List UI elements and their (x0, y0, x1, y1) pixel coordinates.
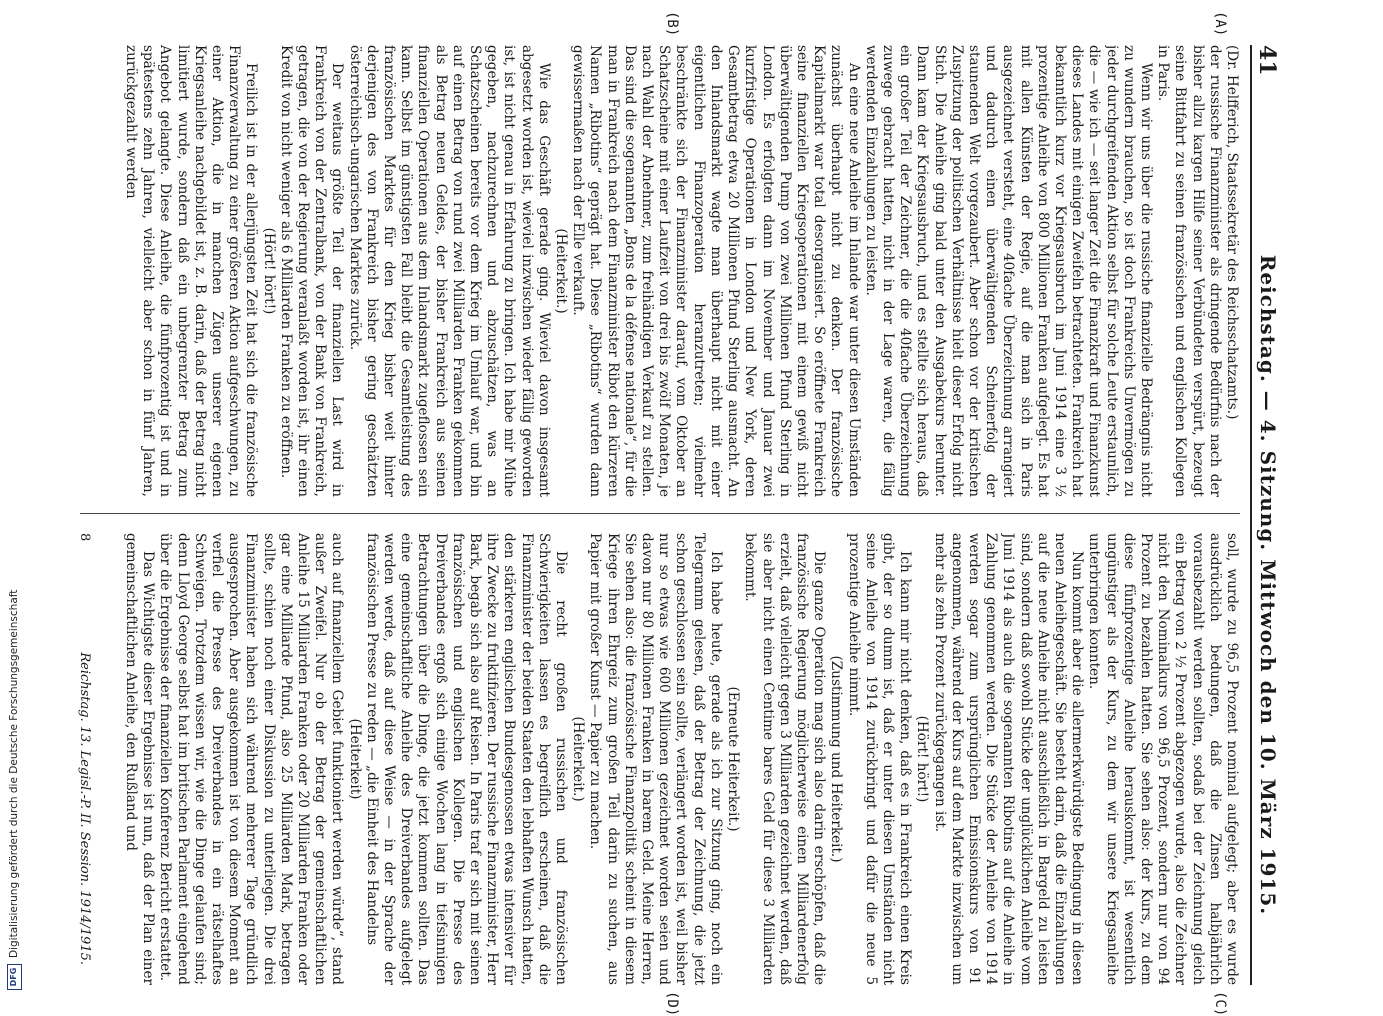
paragraph: Wie das Geschäft gerade ging. Wieviel davon insgesamt abgesetzt worden ist, wieviel inzwischen wieder fällig geworden ist, ist nicht genau in Erfahrung zu bringen. Ich habe mir Mühe gegeben, nachzurechnen und abzuschätzen, was an Schatzscheinen bereits vor dem Krieg im Umlauf war, und bin auf einen Betrag von rund zwei Milliarden Franken gekommen als Betrag neuen Geldes, der bisher Frankreich aus seinen finanziellen Operationen aus dem Inlandsmarkt zugeflossen sein kann. Selbst im günstigsten Fall bleibt die Gesamtleistung des französischen Marktes für den Krieg bisher weit hinter derjenigen des von Frankreich bisher gering geschätzten österreichisch-ungarischen Marktes zurück. (346, 45, 552, 497)
interjection: (Heiterkeit) (346, 718, 363, 800)
header-rule (1250, 45, 1252, 985)
margin-marker-a: (A) (1212, 11, 1228, 37)
paragraph: Ich kann mir nicht denken, daß es in Frankreich einen Kreis gibt, der so dumm ist, daß er unter diesen Umständen nicht seine Anleihe von 1914 zurückbringt und dafür die neue 5 prozentige Anleihe nimmt. (845, 533, 914, 985)
page-number: 41 (1254, 45, 1280, 76)
speaker-line: (Dr. Helfferich, Staatssekretär des Reichsschatzamts.) (1224, 45, 1240, 420)
paragraph: soll, wurde zu 96,5 Prozent nominal aufgelegt; aber es wurde ausdrücklich bedungen, daß die Zinsen halbjährlich vorausbezahlt werden sollten, sodaß bei der Zeichnung gleich ein Betrag von 2 ½ Prozent abgezogen wurde, also die Zeichner nicht den Nominalkurs von 96,5 Prozent, sondern nur von 94 Prozent zu bezahlen hatten. Sie sehen also: der Kurs, zu dem diese fünfprozentige Anleihe herauskommt, ist wesentlich ungünstiger als der Kurs, zu dem wir unsere Kriegsanleihe unterbringen konnten. (1086, 533, 1240, 985)
margin-marker-d: (D) (664, 991, 680, 1016)
margin-marker-c: (C) (1212, 991, 1228, 1016)
page-header (1248, 45, 1280, 985)
paragraph: An eine neue Anleihe im Inlande war unter diesen Umständen zunächst überhaupt nicht zu denken. Der französische Kapitalmarkt war total desorganisiert. So eröffnete Frankreich seine finanziellen Kriegsoperationen mit einem gewiß nicht überwältigenden Pump von zwei Millionen Pfund Sterling in London. Es erfolgten dann im November und Januar zwei kurzfristige Operationen in London und New York, deren Gesamtbetrag etwa 20 Millionen Pfund Sterling ausmacht. An den Inlandsmarkt wagte man überhaupt nicht mit einer eigentlichen Finanzoperation heranzutreten; vielmehr beschränkte sich der Finanzminister darauf, vom Oktober an Schatzscheine mit einer Laufzeit von drei bis zwölf Monaten, je nach Wahl der Abnehmer, zum freihändigen Verkauf zu stellen. Das sind die sogenannten „Bons de la défense nationale“, für die man in Frankreich nach dem Finanzminister Ribot den kürzeren Namen „Ribotins“ geprägt hat. Diese „Ribotins“ wurden dann gewissermaßen nach der Elle verkauft. (570, 45, 862, 497)
source-line: Reichstag. 13. Legisl.-P. II. Session. 1914/1915. (77, 652, 92, 965)
interjection: (Heiterkeit.) (570, 716, 587, 802)
rotated-document-page (65, 11, 1280, 1016)
interjection: (Hört! hört!) (260, 227, 277, 315)
paragraph: Wenn wir uns über die russische finanzielle Bedrängnis nicht zu wundern brauchen, so ist doch Frankreichs Unvermögen zu jeder durchgreifenden Aktion selbst für solche Leute erstaunlich, die — wie ich — seit langer Zeit die Finanzkraft und Finanzkunst dieses Landes mit einigen Zweifeln betrachteten. Frankreich hat bekanntlich kurz vor Kriegsausbruch im Juni 1914 eine 3 ½ prozentige Anleihe von 800 Millionen Franken aufgelegt. Es hat mit allen Künsten der Regie, auf die man sich in Paris ausgezeichnet versteht, eine 40fache Überzeichnung arrangiert und dadurch einen überwältigenden Scheinerfolg der staunenden Welt vorgezaubert. Aber schon vor der kritischen Zuspitzung der politischen Verhältnisse hielt dieser Erfolg nicht Stich. Die Anleihe ging bald unter den Ausgabekurs herunter. Dann kam der Kriegsausbruch, und es stellte sich heraus, daß ein großer Teil der Zeichner, die die 40fache Überzeichnung zuwege gebracht hatten, nicht in der Lage waren, die fällig werdenden Einzahlungen zu leisten. (862, 45, 1154, 497)
paragraph: Der weitaus größte Teil der finanziellen Last wird in Frankreich von der Zentralbank, von der Bank von Frankreich, getragen, die von der Regierung veranlaßt worden ist, ihr einen Kredit von nicht weniger als 6 Milliarden Franken zu eröffnen. (277, 45, 346, 497)
interjection: (Hört! hört!) (914, 715, 931, 803)
paragraph: der russische Finanzminister als dringende Bedürfnis nach der bisher allzu kargen Hilfe seiner Verbündeten verspürt, bezeugt seine Bittfahrt zu seinen französischen und englischen Kollegen in Paris. (1155, 45, 1223, 497)
column-number: 8 (77, 533, 92, 542)
paragraph: Ich habe heute, gerade als ich zur Sitzung ging, noch ein Telegramm gelesen, daß der Betrag der Zeichnung, die jetzt schon geschlossen sein sollte, verlängert worden ist, weil bisher nur so etwas wie 600 Millionen gezeichnet worden seien und davon nur 80 Millionen Franken in barem Geld. Meine Herren, Sie sehen also: die französische Finanzpolitik scheint in diesem Kriege ihren Ehrgeiz zum großen Teil darin zu suchen, aus Papier mit großer Kunst — Papier zu machen. (587, 533, 724, 985)
credit-text: Digitalisierung gefördert durch die Deutsche Forschungsgemeinschaft (8, 589, 20, 958)
running-title: Reichstag. — 4. Sitzung. Mittwoch den 10. März 1915. (1256, 254, 1280, 916)
left-column (80, 45, 1240, 497)
paragraph: Die recht großen russischen und französischen Schwierigkeiten lassen es begreiflich erscheinen, daß die Finanzminister der beiden Staaten den lebhaften Wunsch hatten, den stärkeren englischen Bundesgenossen etwas intensiver für ihre Zwecke zu fruktifizieren. Der russische Finanzminister, Herr Bark, begab sich also auf Reisen. In Paris traf er sich mit seinen französischen und englischen Kollegen. Die Presse des Dreiverbandes ergoß sich einige Wochen lang in tiefsinnigen Betrachtungen über die Dinge, die jetzt kommen sollten. Das eine gemeinschaftliche Anleihe des Dreiverbandes aufgelegt werden werde, daß auf diese Weise — in der Sprache der französischen Presse zu reden — „die Einheit des Handelns (363, 533, 570, 985)
interjection: (Heiterkeit.) (553, 228, 570, 314)
paragraph: Das Wichtigste dieser Ergebnisse ist nun, daß der Plan einer gemeinschaftlichen Anleihe, den Rußland und (123, 533, 157, 985)
interjection: (Zustimmung und Heiterkeit.) (828, 655, 845, 863)
dfg-logo-icon: DFG (7, 964, 22, 990)
paragraph: Nun kommt aber die allermerkwürdigste Bedingung in diesen neuen Anleihegeschäft. Sie besteht darin, daß die Einzahlungen auf die neue Anleihe nicht ausschließlich in Bargeld zu leisten sind, sondern daß sowohl Stücke der unglücklichen Anleihe vom Juni 1914 als auch die sogenannten Ribotins auf die Anleihe in Zahlung genommen werden. Die Stücke der Anleihe von 1914 werden sogar zum ursprünglichen Emissionskurs von 91 angenommen, während der Kurs auf dem Markte inzwischen um mehr als zehn Prozent zurückgegangen ist. (931, 533, 1086, 985)
interjection: (Erneute Heiterkeit.) (725, 686, 742, 832)
paragraph: Die ganze Operation mag sich also darin erschöpfen, daß die französische Regierung möglicherweise einen Milliardenerfolg erzielt, daß vielleicht gegen 3 Milliarden gezeichnet werden, daß sie aber nicht einen Centime bares Geld für diese 3 Milliarden bekommt. (742, 533, 828, 985)
right-column (80, 533, 1240, 985)
margin-marker-b: (B) (664, 11, 680, 37)
digitization-credit (6, 300, 22, 990)
text-columns (80, 45, 1240, 985)
paragraph: auch auf finanziellem Gebiet funktioniert werden würde“, stand außer Zweifel. Nur ob der Betrag der gemeinschaftlichen Anleihe 15 Milliarden Franken oder 20 Milliarden Franken oder gar eine Milliarde Pfund, also 25 Milliarden Mark, betragen sollte, schien noch einer Diskussion zu unterliegen. Die drei Finanzminister haben sich während mehrerer Tage gründlich ausgesprochen. Aber ausgekommen ist von diesem Moment an verfiel die Presse des Dreiverbandes in ein rätselhaftes Schweigen. Trotzdem wissen wir, wie die Dinge gelaufen sind; denn Lloyd George selbst hat im britischen Parlament eingehend über die Ergebnisse der finanziellen Konferenz Bericht erstattet. (157, 533, 346, 985)
column-divider (80, 513, 1240, 514)
paragraph: Freilich ist in der allerjüngsten Zeit hat sich die französische Finanzverwaltung zu einer größeren Aktion aufgeschwungen, zu einer Aktion, die in manchen Zügen unserer eigenen Kriegsanleihe nachgebildet ist, z. B. darin, daß der Betrag nicht limitiert wurde, sondern daß ein unbegrenzter Betrag zum Angebot gelangte. Diese Anleihe, die fünfprozentig ist und in spätestens zehn Jahren, vielleicht aber schon in fünf Jahren, zurückgezahlt werden (123, 45, 260, 497)
